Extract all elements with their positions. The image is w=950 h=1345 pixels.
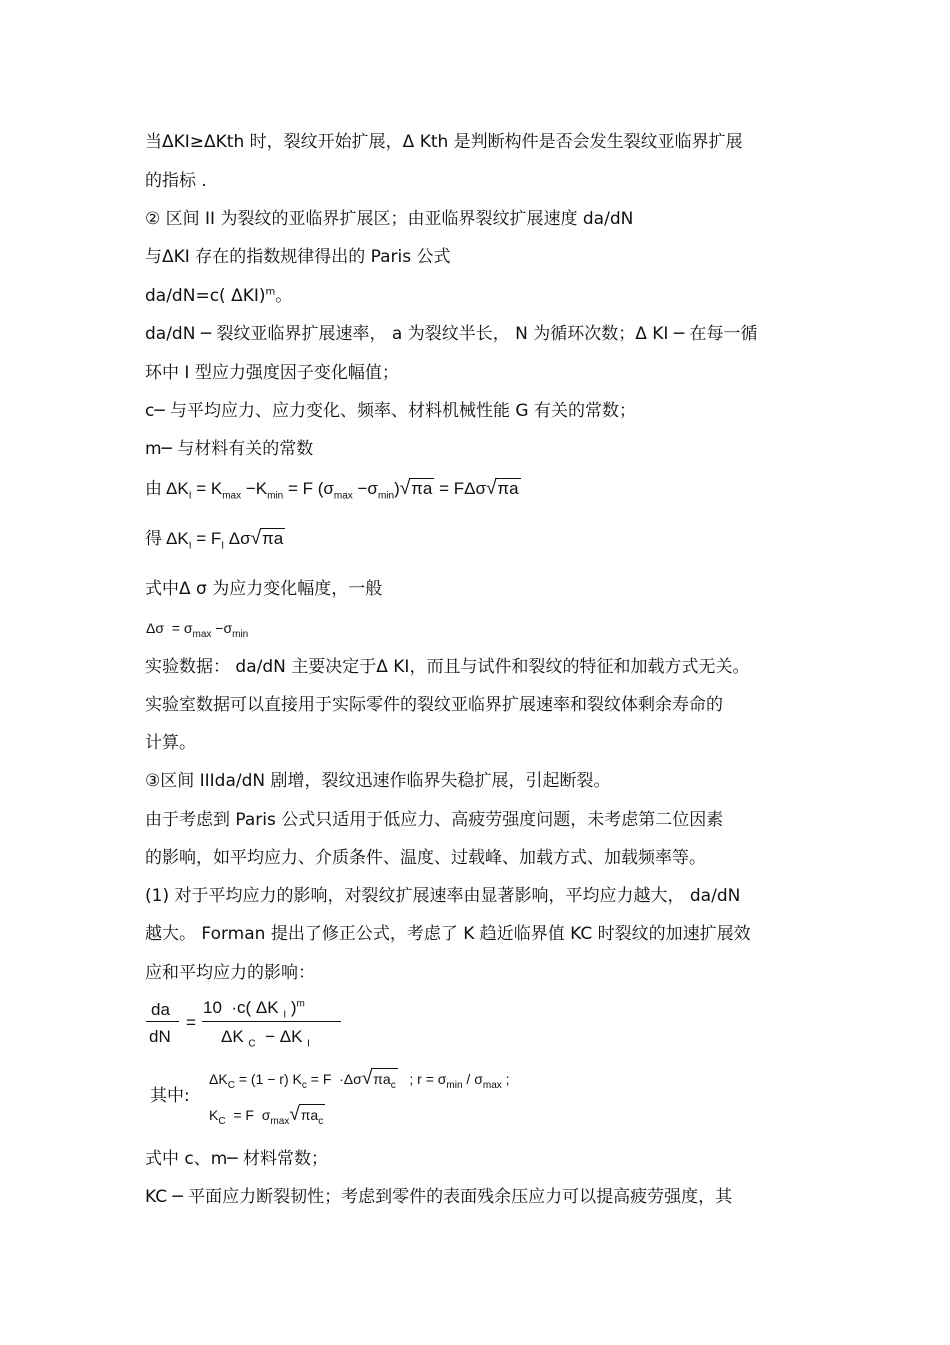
text-line-18: 由于考虑到 Paris 公式只适用于低应力、高疲劳强度问题，未考虑第二位因素 [145,810,724,830]
formula-4-lhs-numerator: da [151,1000,170,1019]
text-line-17: ③区间 IIIda/dN 剧增，裂纹迅速作临界失稳扩展，引起断裂。 [145,771,611,791]
text-line-12: 式中Δ σ 为应力变化幅度，一般 [145,579,383,599]
text-line-25: KC ─ 平面应力断裂韧性；考虑到零件的表面残余压应力可以提高疲劳强度，其 [145,1187,733,1207]
text-line-2: 的指标 . [145,171,207,191]
where-label: 其中: [150,1086,190,1106]
text-line-22: 应和平均应力的影响： [145,963,315,983]
formula-1: $\Delta K_I = K_{max} -K_{min} = F$ $(\sigma_{max} -\sigma_{min})√\pi a = F\Delta\sigma√\pi a$ [166,478,519,502]
formula-4-rhs-denominator: ΔK $_C$ − ΔK $_I$ [221,1027,310,1050]
text-line-3: ② 区间 II 为裂纹的亚临界扩展区；由亚临界裂纹扩展速度 da/dN [145,209,634,229]
formula-5: $\Delta K_C = (1 - r) K_c = F \cdot\Delta\sigma√\pi a_c$ ; $r = \sigma_{min} / \sigma_{max}$ ; [209,1068,510,1091]
text-line-9: m─ 与材料有关的常数 [145,439,314,459]
formula-4-rhs-numerator: 10 ·c( ΔK $_I$ )$^m$ [203,998,305,1021]
formula-4-lhs-bar [146,1021,179,1022]
formula-3: $\Delta\sigma = \sigma_{max} -\sigma_{min}$ [146,620,249,640]
text-line-6: da/dN ─ 裂纹亚临界扩展速率， a 为裂纹半长， N 为循环次数；Δ KI ─ 在每一循 [145,324,758,344]
text-line-14: 实验数据： da/dN 主要决定于Δ KI，而且与试件和裂纹的特征和加载方式无关。 [145,657,750,677]
formula-4-rhs-bar [202,1021,341,1022]
paris-exponent: m [265,286,276,298]
text-line-7: 环中 I 型应力强度因子变化幅值； [145,363,399,383]
text-line-4: 与ΔKI 存在的指数规律得出的 Paris 公式 [145,247,451,267]
text-line-15: 实验室数据可以直接用于实际零件的裂纹亚临界扩展速率和裂纹体剩余寿命的 [145,695,723,715]
text-line-16: 计算。 [145,733,196,753]
paris-period: 。 [275,286,293,306]
formula-4-equals: = [186,1013,196,1032]
formula-4-lhs-denominator: dN [149,1027,171,1046]
formula-6: $K_C = F$ $\sigma_{max}√\pi a_c$ [209,1104,324,1127]
text-line-1: 当ΔKI≥ΔKth 时，裂纹开始扩展，Δ Kth 是判断构件是否会发生裂纹亚临界扩展 [145,132,743,152]
text-line-20: (1) 对于平均应力的影响，对裂纹扩展速率由显著影响，平均应力越大， da/dN [145,886,741,906]
formula-2: $\Delta K_I = F_I$ Δσ√πa [166,528,284,552]
formula-1-prefix: 由 [145,479,162,499]
text-line-24: 式中 c、m─ 材料常数； [145,1149,328,1169]
formula-2-prefix: 得 [145,529,162,549]
text-line-21: 越大。 Forman 提出了修正公式，考虑了 K 趋近临界值 KC 时裂纹的加速扩展效 [145,924,751,944]
text-line-19: 的影响，如平均应力、介质条件、温度、过载峰、加载方式、加载频率等。 [145,848,706,868]
paris-formula: da/dN=c( ΔKI) [145,286,266,306]
text-line-8: c─ 与平均应力、应力变化、频率、材料机械性能 G 有关的常数； [145,401,636,421]
text-line-5 [145,285,292,307]
